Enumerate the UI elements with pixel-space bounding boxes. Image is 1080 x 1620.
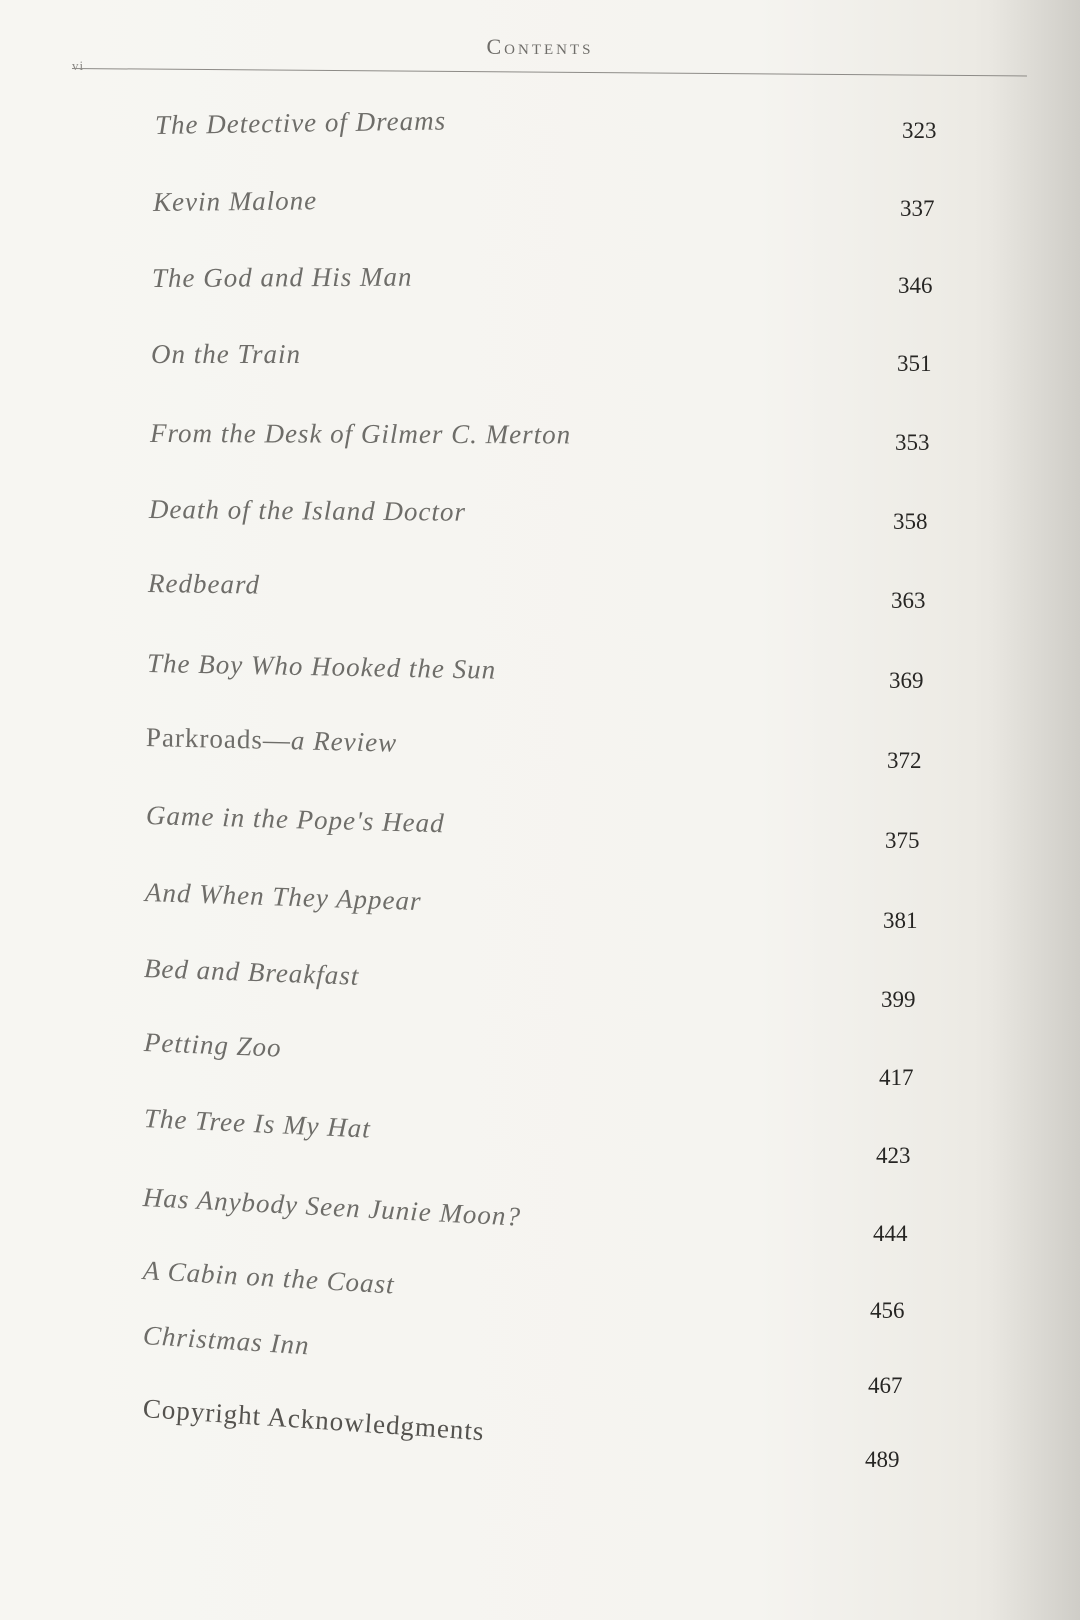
toc-entry-page: 358	[893, 509, 928, 534]
toc-entry-title[interactable]: Christmas Inn	[142, 1320, 311, 1361]
toc-entry-page: 323	[902, 118, 937, 143]
toc-entry-page: 467	[868, 1373, 903, 1398]
toc-entry-title[interactable]: The Tree Is My Hat	[143, 1103, 372, 1144]
toc-entry-title[interactable]: The Boy Who Hooked the Sun	[146, 648, 497, 685]
toc-entry-title[interactable]: Game in the Pope's Head	[145, 800, 446, 839]
toc-entry-page: 369	[889, 668, 924, 693]
toc-entry-title[interactable]: On the Train	[151, 339, 302, 369]
toc-entry-page: 444	[873, 1221, 908, 1246]
toc-entry-page: 353	[895, 430, 930, 455]
toc-entry-title[interactable]: Redbeard	[147, 568, 261, 600]
toc-entry-page: 337	[900, 196, 935, 221]
toc-entry-title[interactable]	[146, 722, 398, 759]
toc-entry-page: 489	[865, 1447, 900, 1472]
toc-entry-title[interactable]: Death of the Island Doctor	[148, 494, 467, 527]
toc-entry-title-dash: —	[262, 724, 292, 756]
toc-entry-title[interactable]: Copyright Acknowledgments	[142, 1393, 486, 1447]
toc-entry-page: 399	[881, 987, 916, 1012]
toc-entry-title[interactable]: Has Anybody Seen Junie Moon?	[142, 1182, 522, 1232]
toc-entry-title[interactable]: Bed and Breakfast	[143, 953, 360, 991]
toc-entry-page: 363	[891, 588, 926, 613]
toc-entry-page: 346	[898, 273, 933, 298]
toc-entry-page: 456	[870, 1298, 905, 1323]
toc-entry-page: 351	[897, 351, 932, 376]
toc-entry-title-italic: a Review	[290, 725, 398, 758]
toc-entry-title-roman: Parkroads	[145, 722, 264, 755]
running-head: Contents	[486, 34, 594, 59]
toc-entry-title[interactable]: A Cabin on the Coast	[142, 1255, 396, 1300]
toc-entry-page: 372	[887, 748, 922, 773]
toc-entry-title[interactable]: And When They Appear	[144, 877, 423, 917]
toc-entry-page: 375	[885, 828, 920, 853]
toc-entry-title[interactable]: From the Desk of Gilmer C. Merton	[149, 418, 572, 450]
toc-entry-title[interactable]: The God and His Man	[151, 261, 413, 293]
toc-entry-title[interactable]: Petting Zoo	[143, 1027, 283, 1063]
toc-entry-page: 417	[879, 1065, 914, 1090]
toc-entry-title[interactable]: The Detective of Dreams	[154, 105, 447, 140]
toc-entry-page: 381	[883, 908, 918, 933]
folio: vi	[72, 58, 85, 73]
toc-entry-title[interactable]: Kevin Malone	[152, 185, 318, 217]
toc-entry-page: 423	[876, 1143, 911, 1168]
